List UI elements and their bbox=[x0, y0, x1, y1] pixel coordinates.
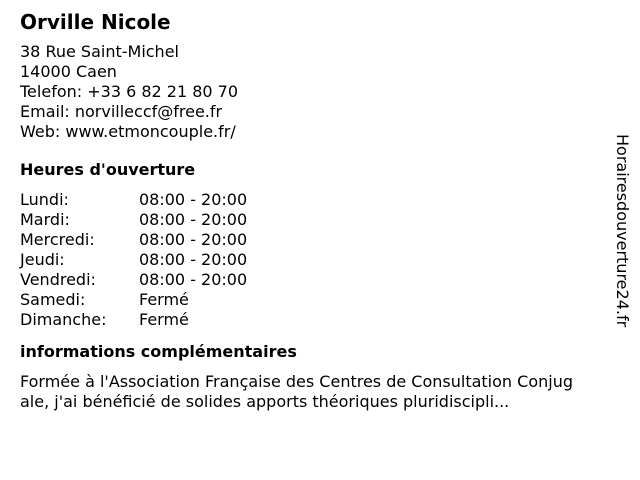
hours-row-friday bbox=[20, 270, 600, 290]
phone-line: Telefon: +33 6 82 21 80 70 bbox=[20, 82, 239, 101]
hours-time: 08:00 - 20:00 bbox=[139, 270, 248, 289]
hours-day: Mardi: bbox=[20, 210, 70, 229]
info-heading: informations complémentaires bbox=[20, 342, 297, 361]
hours-row-tuesday bbox=[20, 210, 600, 230]
hours-time: 08:00 - 20:00 bbox=[139, 210, 248, 229]
web-line: Web: www.etmoncouple.fr/ bbox=[20, 122, 236, 141]
hours-row-monday bbox=[20, 190, 600, 210]
hours-table bbox=[20, 190, 600, 330]
hours-time: 08:00 - 20:00 bbox=[139, 190, 248, 209]
hours-day: Vendredi: bbox=[20, 270, 96, 289]
hours-row-thursday bbox=[20, 250, 600, 270]
hours-time: Fermé bbox=[139, 310, 189, 329]
hours-heading: Heures d'ouverture bbox=[20, 160, 196, 179]
address-street: 38 Rue Saint-Michel bbox=[20, 42, 179, 61]
info-description: Formée à l'Association Française des Centres de Consultation Conjugale, j'ai bénéficié de solides apports théoriques pluridiscipli... bbox=[20, 372, 573, 411]
hours-day: Lundi: bbox=[20, 190, 69, 209]
hours-day: Dimanche: bbox=[20, 310, 107, 329]
email-line: Email: norvilleccf@free.fr bbox=[20, 102, 223, 121]
hours-day: Samedi: bbox=[20, 290, 86, 309]
hours-time: Fermé bbox=[139, 290, 189, 309]
hours-time: 08:00 - 20:00 bbox=[139, 230, 248, 249]
hours-row-wednesday bbox=[20, 230, 600, 250]
hours-row-sunday bbox=[20, 310, 600, 330]
hours-time: 08:00 - 20:00 bbox=[139, 250, 248, 269]
hours-row-saturday bbox=[20, 290, 600, 310]
hours-day: Mercredi: bbox=[20, 230, 95, 249]
business-name: Orville Nicole bbox=[20, 10, 171, 34]
address-city: 14000 Caen bbox=[20, 62, 117, 81]
site-watermark: Horairesdouverture24.fr bbox=[613, 134, 632, 328]
hours-day: Jeudi: bbox=[20, 250, 65, 269]
business-card bbox=[20, 8, 600, 412]
